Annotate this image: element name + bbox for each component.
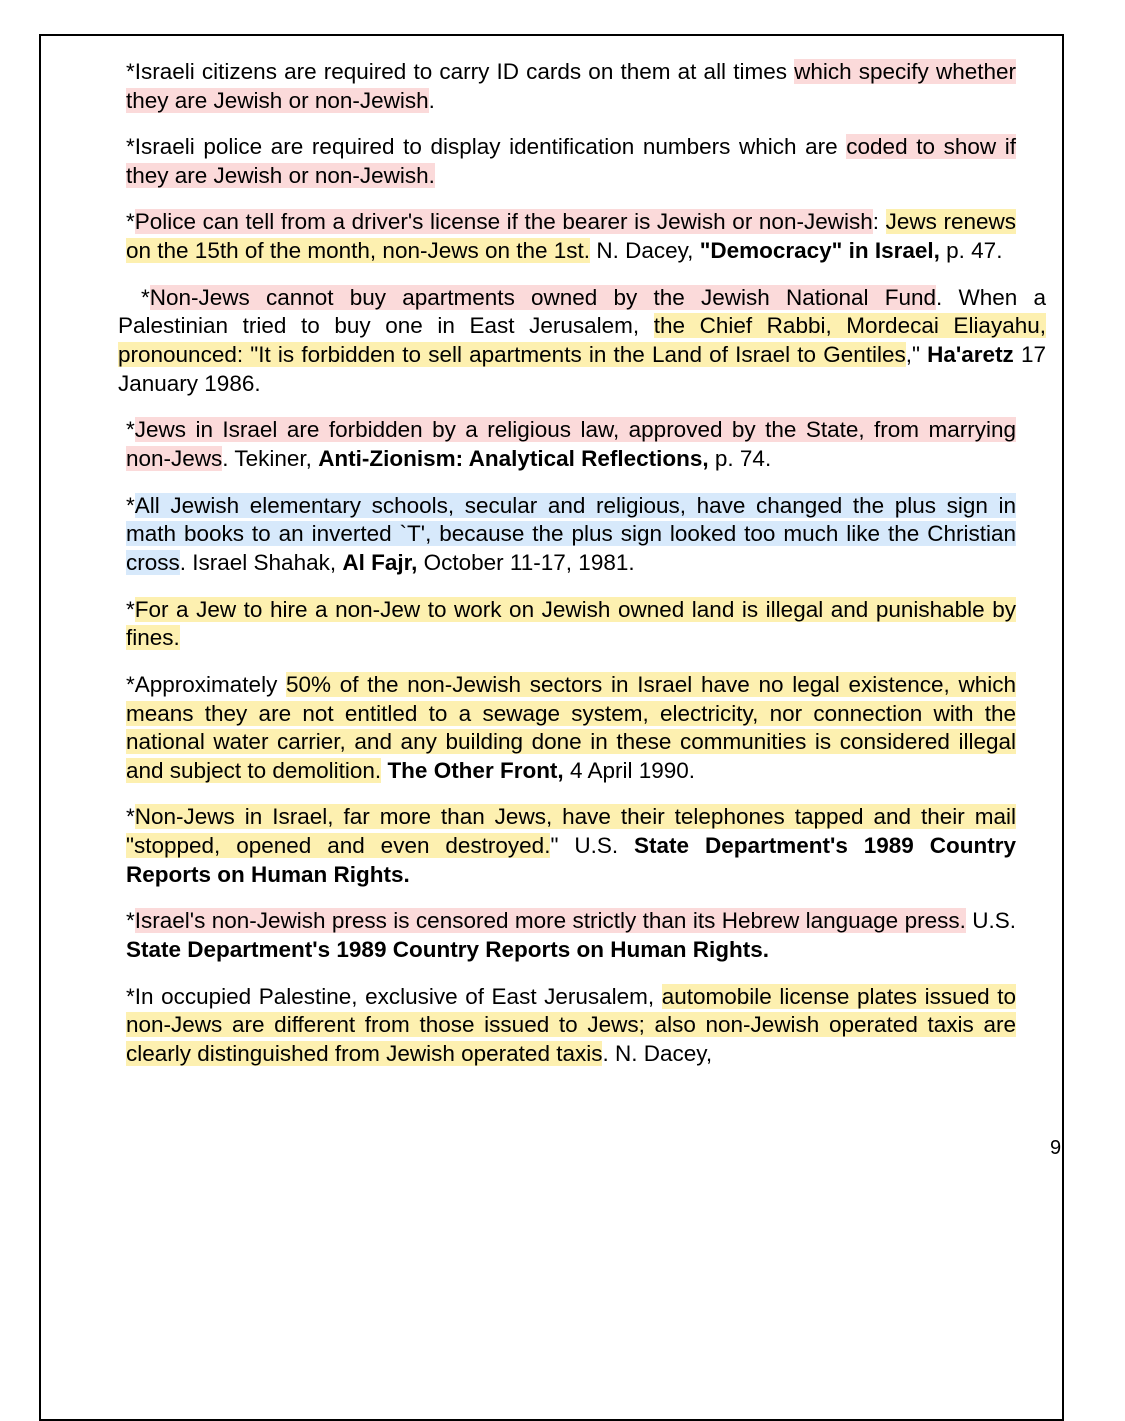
text-run: p. 47. [939, 238, 1003, 264]
text-run: * [126, 908, 135, 934]
highlight-pink: Police can tell from a driver's license if the bearer is Jewish or non-Jewish [134, 209, 873, 235]
highlight-yellow: Jews renews on the 15th of the month, non-Jews on the 1st. [126, 209, 1016, 264]
paragraph-press [126, 907, 1016, 965]
highlight-pink: coded to show if they are Jewish or non-Jewish. [126, 134, 1016, 188]
text-run: October 11-17, 1981. [417, 550, 635, 576]
highlight-yellow: the Chief Rabbi, Mordecai Eliayahu, pronounced: "It is forbidden to sell apartments in the Land of Israel to Gentiles [118, 313, 1046, 368]
text-run: * [141, 284, 150, 310]
document-body [41, 58, 1062, 1087]
highlight-pink: Jews in Israel are forbidden by a religious law, approved by the State, from marrying non-Jews [126, 417, 1016, 472]
paragraph-marriage [126, 416, 1016, 474]
text-run: * [126, 596, 135, 622]
text-run: . [428, 87, 435, 113]
text-run: * [126, 417, 135, 443]
highlight-yellow: Non-Jews in Israel, far more than Jews, have their telephones tapped and their mail "stopped, opened and even destroyed. [126, 804, 1016, 859]
text-run: 17 January 1986. [118, 342, 1046, 396]
text-run: . N. Dacey, [602, 1041, 713, 1067]
text-run: *Approximately [126, 671, 287, 697]
paragraph-id-cards [126, 58, 1016, 116]
citation-title: "Democracy" in Israel, [699, 238, 940, 264]
highlight-pink: Israel's non-Jewish press is censored more strictly than its Hebrew language press. [134, 908, 966, 934]
paragraph-drivers-license [126, 208, 1016, 266]
page-frame [39, 34, 1064, 1421]
text-run: . Tekiner, [222, 446, 319, 472]
text-run: : [872, 209, 886, 235]
text-run: * [126, 209, 135, 235]
highlight-pink: Non-Jews cannot buy apartments owned by the Jewish National Fund [149, 284, 937, 310]
text-run: *In occupied Palestine, exclusive of East Jerusalem, [126, 983, 662, 1009]
text-run: * [126, 804, 135, 830]
text-run: . Israel Shahak, [179, 550, 343, 576]
citation-title: Al Fajr, [342, 550, 418, 576]
citation-title: State Department's 1989 Country Reports on Human Rights. [126, 833, 1016, 888]
text-run: " U.S. [550, 833, 635, 859]
citation-title: State Department's 1989 Country Reports on Human Rights. [126, 937, 769, 963]
text-run: *Israeli citizens are required to carry ID cards on them at all times [126, 59, 795, 84]
paragraph-plus-sign [126, 492, 1016, 578]
text-run: ," [905, 342, 928, 368]
highlight-pink: which specify whether they are Jewish or non-Jewish [126, 59, 1016, 113]
text-run: p. 74. [708, 446, 772, 472]
paragraph-license-plates [126, 983, 1016, 1069]
highlight-yellow: automobile license plates issued to non-Jews are different from those issued to Jews; also non-Jewish operated taxis are clearly distinguished from Jewish operated taxis [126, 983, 1016, 1067]
text-run: *Israeli police are required to display identification numbers which are [126, 134, 847, 160]
text-run: 4 April 1990. [563, 758, 696, 784]
text-run: U.S. [965, 908, 1016, 934]
text-run: * [126, 492, 135, 518]
paragraph-police-numbers [126, 133, 1016, 191]
citation-title: The Other Front, [387, 758, 564, 784]
paragraph-hire-non-jew [126, 596, 1016, 654]
text-run: N. Dacey, [590, 238, 700, 264]
paragraph-apartments [118, 284, 1046, 399]
page-number: 9 [1050, 1137, 1062, 1159]
citation-title: Anti-Zionism: Analytical Reflections, [318, 446, 709, 472]
highlight-yellow: 50% of the non-Jewish sectors in Israel have no legal existence, which means they are not entitled to a sewage system, electricity, nor connection with the national water carrier, and any building done in these communities is considered illegal and subject to demolition. [126, 671, 1016, 784]
citation-title: Ha'aretz [927, 342, 1014, 368]
paragraph-telephones [126, 803, 1016, 889]
highlight-yellow: For a Jew to hire a non-Jew to work on Jewish owned land is illegal and punishable by fines. [126, 596, 1016, 651]
text-run: . When a Palestinian tried to buy one in East Jerusalem, [118, 284, 1046, 339]
highlight-blue: All Jewish elementary schools, secular and religious, have changed the plus sign in math books to an inverted `T', because the plus sign looked too much like the Christian cross [126, 492, 1016, 576]
paragraph-legal-existence [126, 671, 1016, 786]
